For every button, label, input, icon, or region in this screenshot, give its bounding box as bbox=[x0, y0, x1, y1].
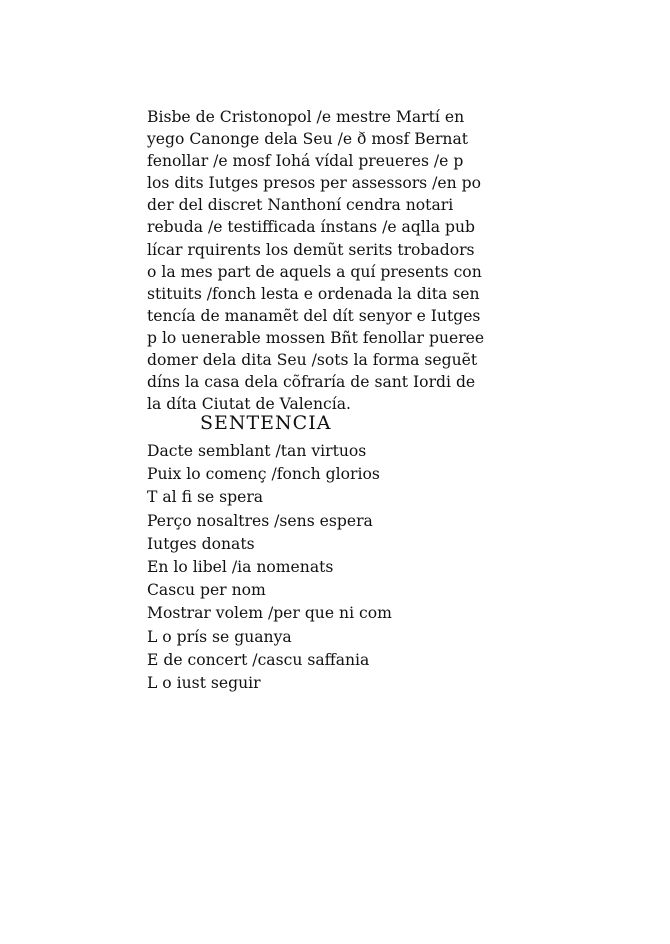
prose-line: yego Canonge dela Seu /e ð mosf Bernat bbox=[147, 130, 469, 149]
verse-line: Dacte semblant /tan virtuos bbox=[147, 442, 367, 460]
prose-paragraph bbox=[147, 106, 485, 415]
section-heading: SENTENCIA bbox=[200, 412, 332, 434]
verse-line: E de concert /cascu saffania bbox=[147, 650, 370, 669]
prose-line: stituits /fonch lesta e ordenada la dita sen bbox=[147, 284, 480, 303]
prose-line: Bisbe de Cristonopol /e mestre Martí en bbox=[147, 108, 465, 126]
verse-block bbox=[147, 440, 447, 695]
verse-line: Perço nosaltres /sens espera bbox=[147, 511, 373, 530]
prose-line: tencía de manamẽt del dít senyor e Iutges bbox=[147, 306, 481, 325]
prose-line: domer dela dita Seu /sots la forma seguẽt bbox=[147, 351, 478, 370]
verse-line: En lo libel /ia nomenats bbox=[147, 557, 334, 576]
prose-line: rebuda /e testifficada ínstans /e aqlla pub bbox=[147, 218, 476, 237]
verse-line: Mostrar volem /per que ni com bbox=[147, 604, 392, 623]
prose-line: der del discret Nanthoní cendra notari bbox=[147, 196, 454, 215]
prose-line: o la mes part de aquels a quí presents con bbox=[147, 262, 482, 281]
prose-line: p lo uenerable mossen Bñt fenollar pueree bbox=[147, 328, 485, 347]
verse-line: Puix lo començ /fonch glorios bbox=[147, 465, 380, 484]
prose-line: la díta Ciutat de Valencía. bbox=[147, 395, 352, 414]
verse-line: Cascu per nom bbox=[147, 581, 266, 600]
verse-line: T al fi se spera bbox=[147, 488, 264, 507]
verse-line: Iutges donats bbox=[147, 534, 255, 553]
prose-line: díns la casa dela cõfraría de sant Iordi de bbox=[147, 373, 476, 392]
verse-line: L o prís se guanya bbox=[147, 627, 292, 646]
prose-line: lícar rquirents los demũt serits trobadors bbox=[147, 240, 475, 259]
prose-line: los dits Iutges presos per assessors /en po bbox=[147, 174, 481, 193]
prose-line: fenollar /e mosf Iohá vídal preueres /e p bbox=[147, 152, 464, 171]
verse-line: L o iust seguir bbox=[147, 673, 261, 692]
